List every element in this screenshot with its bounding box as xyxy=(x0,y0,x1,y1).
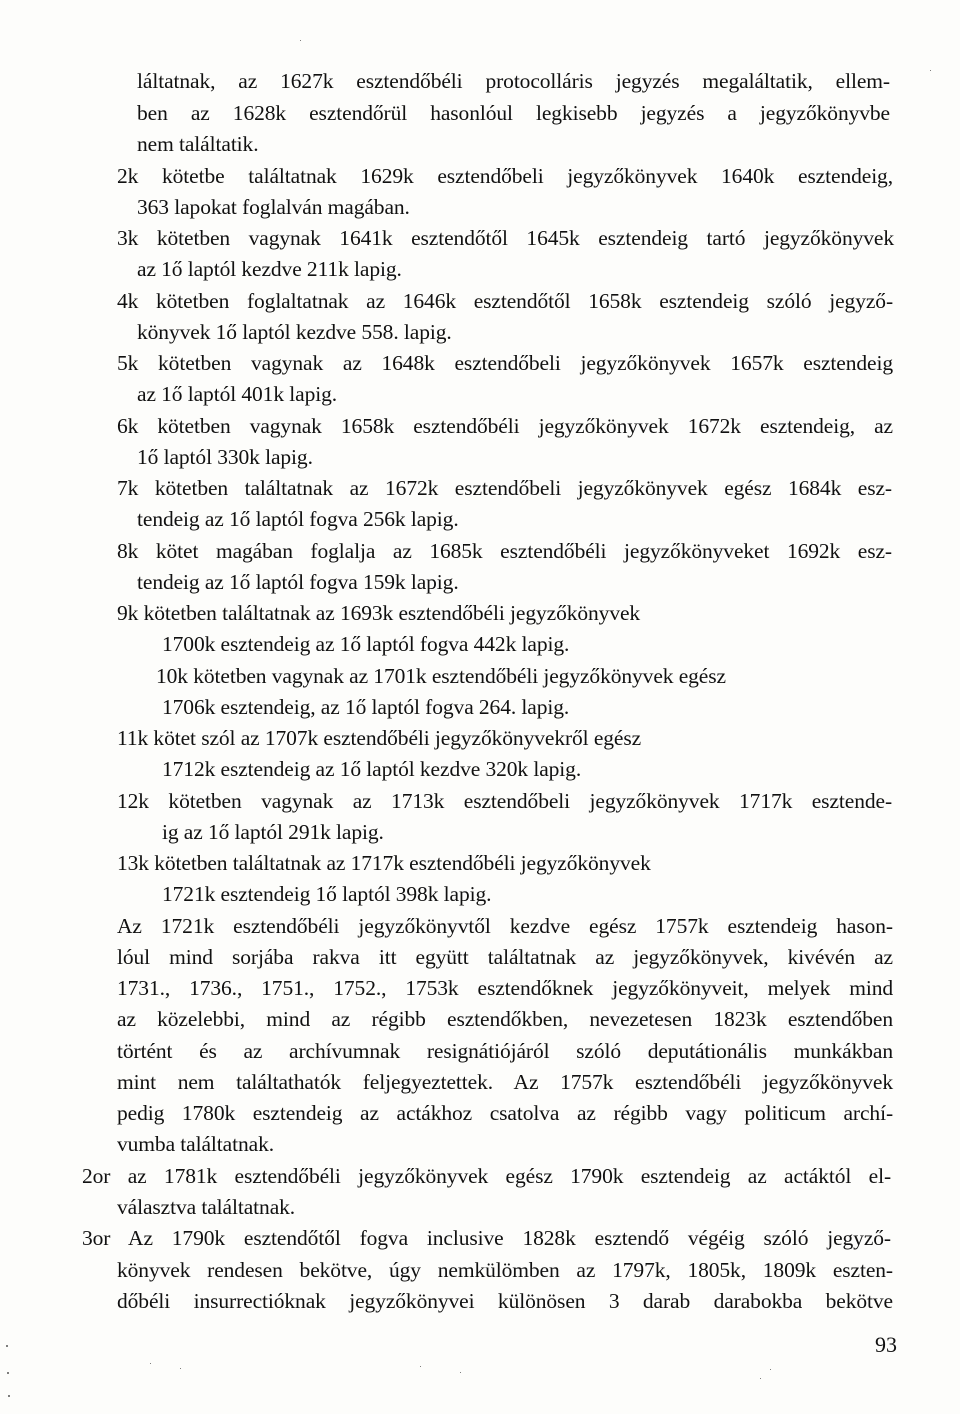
text-line: könyvek 1ő laptól kezdve 558. lapig. xyxy=(137,320,452,344)
text-line: 1712k esztendeig az 1ő laptól kezdve 320k lapig. xyxy=(162,757,582,781)
text-line: könyvek rendesen bekötve, úgy nemkülömben az 1797k, 1805k, 1809k eszten- xyxy=(117,1258,893,1282)
text-line: ben az 1628k esztendőrül hasonlóul legkisebb jegyzés a jegyzőkönyvbe xyxy=(137,101,890,125)
text-line: dőbéli insurrectióknak jegyzőkönyvei különösen 3 darab darabokba bekötve xyxy=(117,1289,893,1313)
text-line: láltatnak, az 1627k esztendőbéli protocolláris jegyzés megaláltatik, ellem- xyxy=(137,69,890,93)
text-line: 3k kötetben vagynak 1641k esztendőtől 1645k esztendeig tartó jegyzőkönyvek xyxy=(117,226,894,250)
text-line: 7k kötetben találtatnak az 1672k esztendőbeli jegyzőkönyvek egész 1684k esz- xyxy=(117,476,892,500)
text-line: tendeig az 1ő laptól fogva 256k lapig. xyxy=(137,507,459,531)
text-line: 3or Az 1790k esztendőtől fogva inclusive 1828k esztendő végéig szóló jegyző- xyxy=(82,1226,891,1250)
page-number: 93 xyxy=(875,1332,897,1357)
scan-speck xyxy=(7,1372,9,1374)
scan-speck xyxy=(420,1366,421,1367)
text-line: 1706k esztendeig, az 1ő laptól fogva 264. lapig. xyxy=(162,695,570,719)
text-line: lóul mind sorjába rakva itt együtt találtatnak az jegyzőkönyvek, kivévén az xyxy=(117,945,893,969)
scan-speck xyxy=(6,1345,8,1347)
text-line: 8k kötet magában foglalja az 1685k esztendőbéli jegyzőkönyveket 1692k esz- xyxy=(117,539,892,563)
text-line: 1721k esztendeig 1ő laptól 398k lapig. xyxy=(162,882,492,906)
scan-speck xyxy=(8,1395,10,1397)
text-line: pedig 1780k esztendeig az actákhoz csatolva az régibb vagy politicum archí- xyxy=(117,1101,893,1125)
text-line: vumba találtatnak. xyxy=(117,1132,275,1156)
scan-speck xyxy=(460,1372,461,1373)
scan-speck xyxy=(760,1378,761,1379)
text-line: ig az 1ő laptól 291k lapig. xyxy=(162,820,384,844)
text-line: Az 1721k esztendőbéli jegyzőkönyvtől kezdve egész 1757k esztendeig hason- xyxy=(117,914,893,938)
text-line: 1731., 1736., 1751., 1752., 1753k esztendőknek jegyzőkönyveit, melyek mind xyxy=(117,976,893,1000)
text-line: 4k kötetben foglaltatnak az 1646k esztendőtől 1658k esztendeig szóló jegyző- xyxy=(117,289,893,313)
text-line: 12k kötetben vagynak az 1713k esztendőbeli jegyzőkönyvek 1717k esztende- xyxy=(117,789,892,813)
text-line: az 1ő laptól 401k lapig. xyxy=(137,382,338,406)
text-line: 6k kötetben vagynak 1658k esztendőbéli jegyzőkönyvek 1672k esztendeig, az xyxy=(117,414,893,438)
text-line: tendeig az 1ő laptól fogva 159k lapig. xyxy=(137,570,459,594)
text-line: 10k kötetben vagynak az 1701k esztendőbéli jegyzőkönyvek egész xyxy=(156,664,726,688)
scan-speck xyxy=(150,1363,151,1364)
scan-speck xyxy=(300,40,301,41)
text-line: az közelebbi, mind az régibb esztendőkben, nevezetesen 1823k esztendőben xyxy=(117,1007,893,1031)
text-line: 11k kötet szól az 1707k esztendőbéli jegyzőkönyvekről egész xyxy=(117,726,642,750)
text-line: választva találtatnak. xyxy=(117,1195,296,1219)
text-line: 1ő laptól 330k lapig. xyxy=(137,445,313,469)
text-line: mint nem találtathatók feljegyeztettek. Az 1757k esztendőbéli jegyzőkönyvek xyxy=(117,1070,893,1094)
text-line: 5k kötetben vagynak az 1648k esztendőbeli jegyzőkönyvek 1657k esztendeig xyxy=(117,351,893,375)
text-line: 2k kötetbe találtatnak 1629k esztendőbeli jegyzőkönyvek 1640k esztendeig, xyxy=(117,164,893,188)
text-line: 13k kötetben találtatnak az 1717k esztendőbéli jegyzőkönyvek xyxy=(117,851,651,875)
text-line: történt és az archívumnak resignátiójáról szóló deputátionális munkákban xyxy=(117,1039,893,1063)
scan-speck xyxy=(770,1369,771,1370)
text-line: nem találtatik. xyxy=(137,132,259,156)
text-line: 1700k esztendeig az 1ő laptól fogva 442k lapig. xyxy=(162,632,570,656)
text-line: 9k kötetben találtatnak az 1693k esztendőbéli jegyzőkönyvek xyxy=(117,601,641,625)
text-line: az 1ő laptól kezdve 211k lapig. xyxy=(137,257,402,281)
text-line: 363 lapokat foglalván magában. xyxy=(137,195,410,219)
scan-speck xyxy=(180,1368,181,1369)
scan-speck xyxy=(930,70,931,71)
text-line: 2or az 1781k esztendőbéli jegyzőkönyvek egész 1790k esztendeig az actáktól el- xyxy=(82,1164,891,1188)
